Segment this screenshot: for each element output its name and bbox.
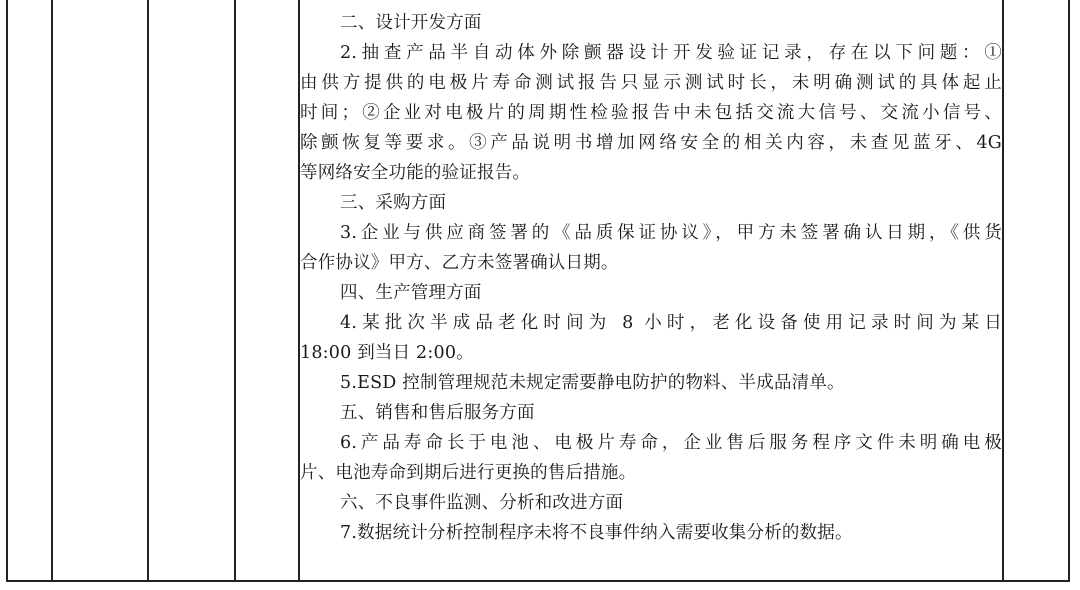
finding-4-line-2: 18:00 到当日 2:00。: [300, 343, 474, 363]
section-heading-design: 二、设计开发方面: [340, 13, 482, 33]
column-border-2: [51, 0, 53, 582]
finding-6-line-2: 片、电池寿命到期后进行更换的售后措施。: [300, 463, 637, 483]
column-border-7: [1068, 0, 1070, 582]
finding-2-line-3: 时间；②企业对电极片的周期性检验报告中未包括交流大信号、交流小信号、: [300, 103, 1002, 123]
finding-7-line-1: 7.数据统计分析控制程序未将不良事件纳入需要收集分析的数据。: [340, 523, 853, 543]
finding-6-line-1: 6.产品寿命长于电池、电极片寿命，企业售后服务程序文件未明确电极: [340, 433, 1002, 453]
section-heading-sales-service: 五、销售和售后服务方面: [340, 403, 535, 423]
section-heading-production: 四、生产管理方面: [340, 283, 482, 303]
finding-5-line-1: 5.ESD 控制管理规范未规定需要静电防护的物料、半成品清单。: [340, 373, 845, 393]
column-border-6: [1002, 0, 1004, 582]
findings-cell: [300, 8, 1002, 580]
table-bottom-border: [6, 580, 1069, 582]
column-border-4: [234, 0, 236, 582]
section-heading-procurement: 三、采购方面: [340, 193, 447, 213]
column-border-1: [6, 0, 8, 582]
finding-2-line-2: 由供方提供的电极片寿命测试报告只显示测试时长，未明确测试的具体起止: [300, 73, 1002, 93]
finding-3-line-1: 3.企业与供应商签署的《品质保证协议》，甲方未签署确认日期，《供货: [340, 223, 1002, 243]
finding-2-line-4: 除颤恢复等要求。③产品说明书增加网络安全的相关内容，未查见蓝牙、4G: [300, 133, 1002, 153]
finding-3-line-2: 合作协议》甲方、乙方未签署确认日期。: [300, 253, 619, 273]
finding-2-line-5: 等网络安全功能的验证报告。: [300, 163, 531, 183]
column-border-3: [147, 0, 149, 582]
finding-2-line-1: 2.抽查产品半自动体外除颤器设计开发验证记录，存在以下问题：①: [340, 43, 1002, 63]
section-heading-adverse-events: 六、不良事件监测、分析和改进方面: [340, 493, 624, 513]
finding-4-line-1: 4.某批次半成品老化时间为 8 小时，老化设备使用记录时间为某日: [340, 313, 1002, 333]
